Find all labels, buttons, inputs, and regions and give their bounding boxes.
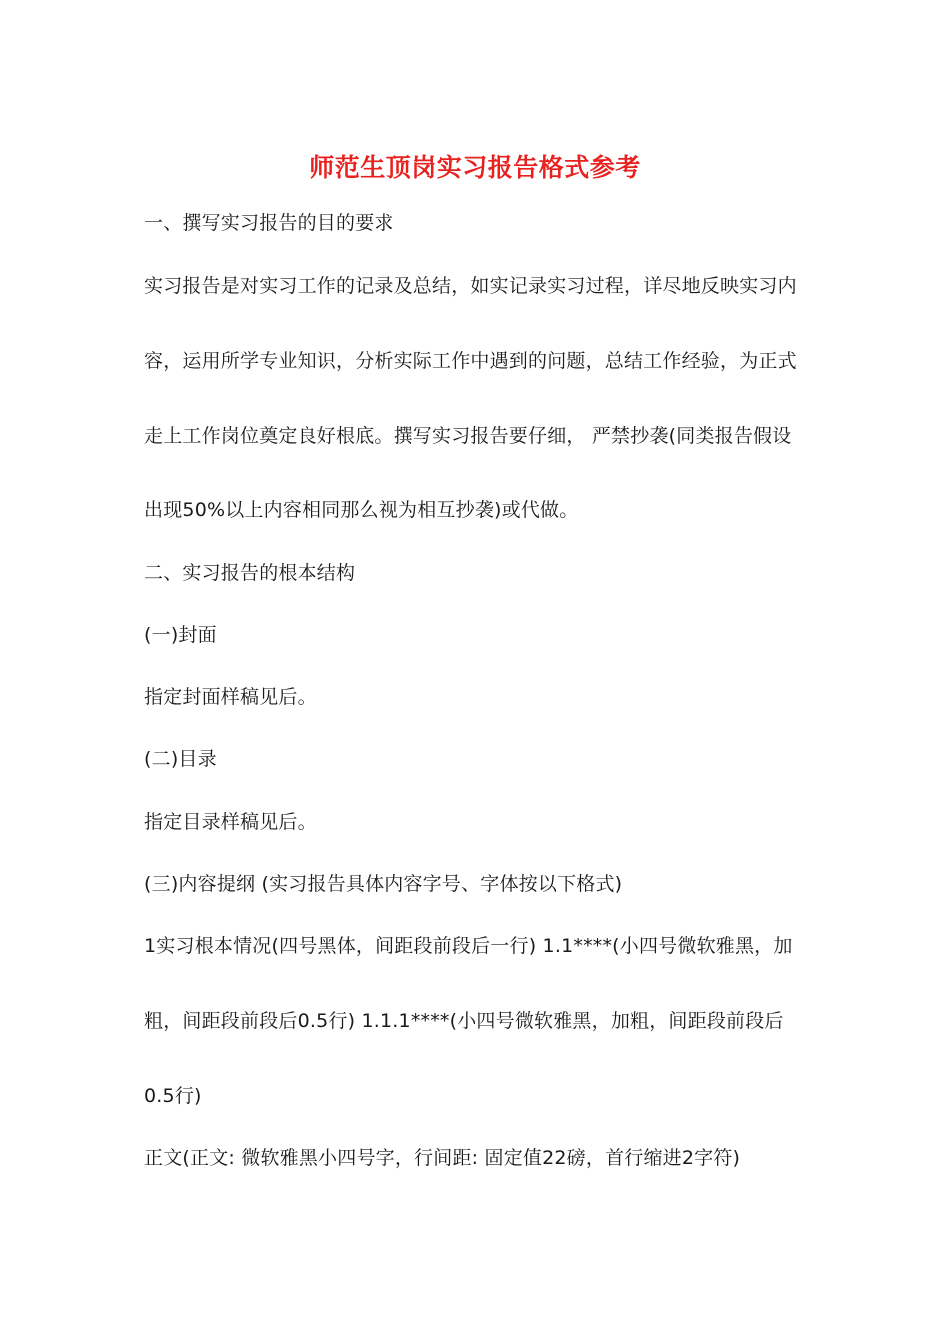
paragraph-line: 指定目录样稿见后。 — [144, 811, 317, 833]
paragraph-line: 1实习根本情况(四号黑体，间距段前段后一行) 1.1****(小四号微软雅黑，加 — [144, 935, 793, 957]
document-title: 师范生顶岗实习报告格式参考 — [309, 153, 641, 182]
section-heading: 二、实习报告的根本结构 — [144, 562, 356, 584]
paragraph-line: 出现50%以上内容相同那么视为相互抄袭)或代做。 — [144, 499, 579, 521]
subsection-heading: (三)内容提纲 (实习报告具体内容字号、字体按以下格式) — [144, 873, 623, 895]
subsection-heading: (二)目录 — [144, 748, 217, 770]
subsection-heading: (一)封面 — [144, 624, 217, 646]
paragraph-line: 容，运用所学专业知识，分析实际工作中遇到的问题，总结工作经验，为正式 — [144, 350, 797, 372]
paragraph-line: 0.5行) — [144, 1085, 202, 1107]
section-heading: 一、撰写实习报告的目的要求 — [144, 212, 394, 234]
paragraph-line: 正文(正文: 微软雅黑小四号字，行间距: 固定值22磅，首行缩进2字符) — [144, 1147, 741, 1169]
paragraph-line: 实习报告是对实习工作的记录及总结，如实记录实习过程，详尽地反映实习内 — [144, 275, 797, 297]
paragraph-line: 粗，间距段前段后0.5行) 1.1.1****(小四号微软雅黑，加粗，间距段前段后 — [144, 1010, 784, 1032]
paragraph-line: 走上工作岗位奠定良好根底。撰写实习报告要仔细， 严禁抄袭(同类报告假设 — [144, 425, 792, 447]
paragraph-line: 指定封面样稿见后。 — [144, 686, 317, 708]
